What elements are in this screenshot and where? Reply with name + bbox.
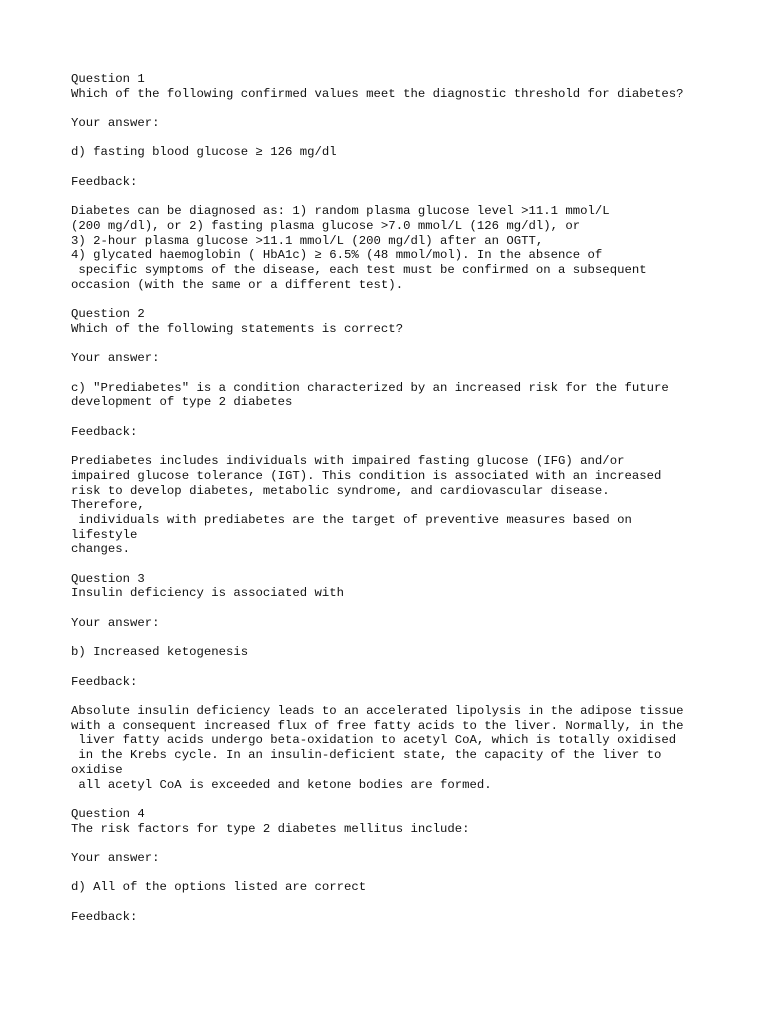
text-line [71, 895, 751, 910]
text-line: d) All of the options listed are correct [71, 880, 367, 895]
text-line [71, 190, 751, 205]
text-line: Insulin deficiency is associated with [71, 586, 345, 601]
text-line: impaired glucose tolerance (IGT). This condition is associated with an increased [71, 468, 662, 483]
text-line: The risk factors for type 2 diabetes mellitus include: [71, 821, 470, 836]
text-line [71, 866, 751, 881]
text-line: risk to develop diabetes, metabolic syndrome, and cardiovascular disease. [71, 483, 610, 498]
text-line: Your answer: [71, 351, 160, 366]
text-line [71, 689, 751, 704]
text-line [71, 366, 751, 381]
text-line: Prediabetes includes individuals with impaired fasting glucose (IFG) and/or [71, 454, 625, 469]
text-line: Feedback: [71, 174, 138, 189]
text-line [71, 410, 751, 425]
text-line: Which of the following confirmed values meet the diagnostic threshold for diabetes? [71, 86, 684, 101]
text-line [71, 601, 751, 616]
text-line: Feedback: [71, 909, 138, 924]
text-line: Diabetes can be diagnosed as: 1) random plasma glucose level >11.1 mmol/L [71, 204, 610, 219]
text-line: with a consequent increased flux of free fatty acids to the liver. Normally, in the [71, 718, 684, 733]
text-line: oxidise [71, 762, 123, 777]
text-line: Question 2 [71, 307, 145, 322]
text-line: in the Krebs cycle. In an insulin-deficient state, the capacity of the liver to [71, 748, 662, 763]
text-line: (200 mg/dl), or 2) fasting plasma glucose >7.0 mmol/L (126 mg/dl), or [71, 218, 581, 233]
text-line: liver fatty acids undergo beta-oxidation to acetyl CoA, which is totally oxidised [71, 733, 677, 748]
text-line [71, 660, 751, 675]
text-line: c) "Prediabetes" is a condition characterized by an increased risk for the future [71, 380, 669, 395]
text-line [71, 131, 751, 146]
text-line: Therefore, [71, 498, 145, 513]
text-line: Absolute insulin deficiency leads to an accelerated lipolysis in the adipose tissue [71, 704, 684, 719]
text-line: 4) glycated haemoglobin ( HbA1c) ≥ 6.5% (48 mmol/mol). In the absence of [71, 248, 603, 263]
text-line: Question 4 [71, 806, 145, 821]
text-line: changes. [71, 542, 131, 557]
text-line: b) Increased ketogenesis [71, 645, 249, 660]
text-line: specific symptoms of the disease, each test must be confirmed on a subsequent [71, 263, 647, 278]
text-line [71, 439, 751, 454]
text-line [71, 792, 751, 807]
text-line: Which of the following statements is correct? [71, 321, 404, 336]
document-body [71, 72, 751, 925]
text-line [71, 836, 751, 851]
text-line: Feedback: [71, 424, 138, 439]
text-line [71, 292, 751, 307]
text-line: Question 1 [71, 72, 145, 86]
text-line [71, 337, 751, 352]
text-line: individuals with prediabetes are the target of preventive measures based on [71, 512, 632, 527]
text-line: 3) 2-hour plasma glucose >11.1 mmol/L (200 mg/dl) after an OGTT, [71, 233, 544, 248]
text-line: lifestyle [71, 527, 138, 542]
text-line: development of type 2 diabetes [71, 395, 293, 410]
text-line: Your answer: [71, 116, 160, 131]
text-line [71, 557, 751, 572]
text-line: Feedback: [71, 674, 138, 689]
text-line [71, 160, 751, 175]
text-line: d) fasting blood glucose ≥ 126 mg/dl [71, 145, 337, 160]
text-line: Your answer: [71, 851, 160, 866]
text-line: occasion (with the same or a different test). [71, 277, 404, 292]
text-line: all acetyl CoA is exceeded and ketone bodies are formed. [71, 777, 492, 792]
text-line [71, 101, 751, 116]
text-line: Your answer: [71, 615, 160, 630]
text-line: Question 3 [71, 571, 145, 586]
text-line [71, 631, 751, 646]
